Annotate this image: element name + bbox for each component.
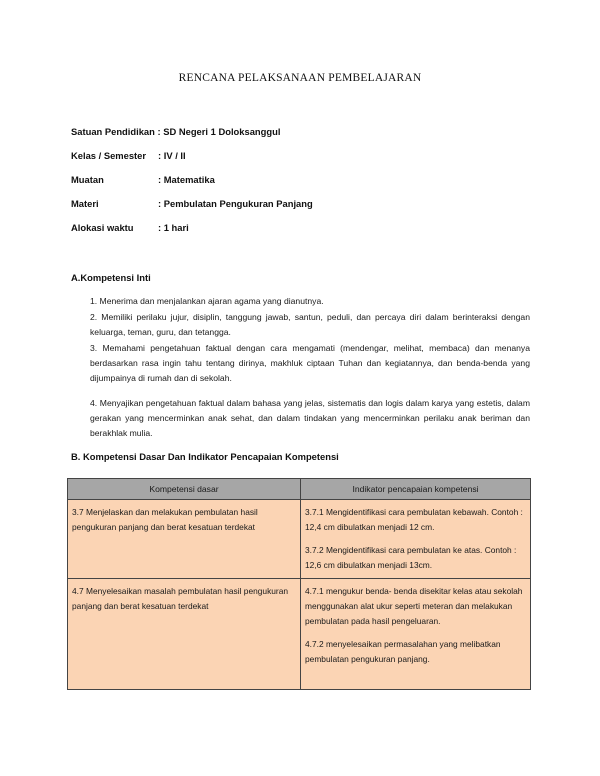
table-row [68,500,531,579]
meta-label: Alokasi waktu [71,222,134,233]
ki-item-3: 3. Memahami pengetahuan faktual dengan cara mengamati (mendengar, melihat, membaca) dan menanya berdasarkan rasa ingin tahu tentang dirinya, makhluk ciptaan Tuhan dan kegiatannya, dan benda-benda yang dijumpainya di rumah dan di sekolah. [90,343,530,384]
indikator-text: 3.7.1 Mengidentifikasi cara pembulatan kebawah. Contoh : 12,4 cm dibulatkan menjadi 12 cm. [305,507,523,532]
page-title: RENCANA PELAKSANAAN PEMBELAJARAN [178,72,422,84]
meta-label: Kelas / Semester [71,150,147,161]
ki-item-1: 1. Menerima dan menjalankan ajaran agama yang dianutnya. [90,296,324,306]
table-header-kd: Kompetensi dasar [68,479,301,500]
table-cell-kd [68,579,301,690]
section-a-heading: A.Kompetensi Inti [71,272,151,283]
meta-label: Satuan Pendidikan [71,126,155,137]
ki-item-4: 4. Menyajikan pengetahuan faktual dalam bahasa yang jelas, sistematis dan logis dalam karya yang estetis, dalam gerakan yang mencerminkan anak sehat, dan dalam tindakan yang mencerminkan perilaku anak beriman dan berakhlak mulia. [90,398,530,439]
section-b-heading: B. Kompetensi Dasar Dan Indikator Pencapaian Kompetensi [71,451,339,462]
indikator-text: 4.7.2 menyelesaikan permasalahan yang melibatkan pembulatan pengukuran panjang. [305,639,501,664]
meta-alokasi-waktu: Alokasi waktu : 1 hari [71,222,189,233]
meta-value: Matematika [163,174,215,185]
table-header-indikator: Indikator pencapaian kompetensi [301,479,531,500]
meta-label: Materi [71,198,99,209]
meta-label: Muatan [71,174,104,185]
meta-satuan-pendidikan: Satuan Pendidikan : SD Negeri 1 Doloksanggul [71,126,281,137]
meta-kelas-semester: Kelas / Semester : IV / II [71,150,186,161]
indikator-text: 4.7.1 mengukur benda- benda disekitar kelas atau sekolah menggunakan alat ukur seperti meteran dan melakukan pembulatan pada hasil pengeluaran. [305,586,523,626]
meta-value: Pembulatan Pengukuran Panjang [163,198,313,209]
meta-muatan: Muatan : Matematika [71,174,215,185]
table-header-row [68,479,531,500]
meta-value: IV / II [163,150,186,161]
indikator-text: 3.7.2 Mengidentifikasi cara pembulatan ke atas. Contoh : 12,6 cm dibulatkan menjadi 13cm. [305,545,517,570]
table-row [68,579,531,690]
competency-table [67,478,531,690]
kd-text: 3.7 Menjelaskan dan melakukan pembulatan hasil pengukuran panjang dan berat kesatuan terdekat [72,507,258,532]
table-cell-indikator [301,500,531,579]
table-cell-indikator [301,579,531,690]
meta-value: 1 hari [163,222,189,233]
ki-item-2: 2. Memiliki perilaku jujur, disiplin, tanggung jawab, santun, peduli, dan percaya diri dalam berinteraksi dengan keluarga, teman, guru, dan tetangga. [90,312,530,338]
meta-value: SD Negeri 1 Doloksanggul [163,126,281,137]
table-cell-kd [68,500,301,579]
kd-text: 4.7 Menyelesaikan masalah pembulatan hasil pengukuran panjang dan berat kesatuan terdekat [72,586,289,611]
meta-materi: Materi : Pembulatan Pengukuran Panjang [71,198,313,209]
